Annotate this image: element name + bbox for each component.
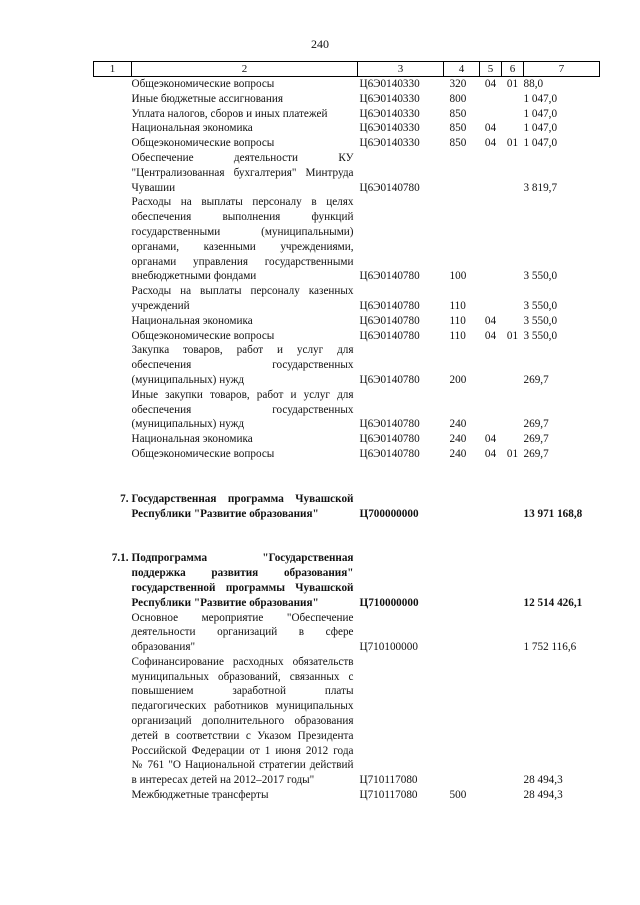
header-col-2: 2 <box>132 62 358 77</box>
row-subsection <box>502 107 524 122</box>
row-name: Межбюджетные трансферты <box>131 789 269 802</box>
row-subsection <box>502 92 524 107</box>
row-name: Обеспечение деятельности КУ "Централизованная бухгалтерия" Минтруда Чувашии <box>131 151 354 194</box>
header-col-1: 1 <box>94 62 132 77</box>
row-target-code: Ц6Э0140780 <box>359 181 420 194</box>
header-col-6: 6 <box>502 62 524 77</box>
row-expense-type: 200 <box>449 373 467 386</box>
row-subsection <box>502 432 524 447</box>
row-name: Общеэкономические вопросы <box>131 447 275 460</box>
row-section <box>480 388 502 432</box>
row-number <box>94 136 132 151</box>
row-section <box>480 343 502 387</box>
row-target-code: Ц6Э0140330 <box>359 122 420 135</box>
row-name: Софинансирование расходных обязательств муниципальных образований, связанных с повышением заработной платы педагогических работников муниципальных организаций дополнительного образования детей в соответствии с Указом Президента Российской Федерации от 1 июня 2012 года № 761 "О Национальной стратегии действий в интересах детей на 2012–2017 годы" <box>131 655 354 787</box>
row-subsection <box>502 121 524 136</box>
table-row <box>94 195 600 284</box>
row-target-code: Ц6Э0140330 <box>359 137 420 150</box>
row-target-code: Ц6Э0140780 <box>359 418 420 431</box>
row-subsection <box>502 521 524 610</box>
row-expense-type: 100 <box>449 270 467 283</box>
row-target-code: Ц6Э0140780 <box>359 433 420 446</box>
row-amount: 3 550,0 <box>523 299 558 312</box>
row-section <box>480 107 502 122</box>
row-subsection <box>502 284 524 314</box>
row-amount: 12 514 426,1 <box>523 596 583 609</box>
row-target-code: Ц6Э0140780 <box>359 373 420 386</box>
row-number <box>94 788 132 803</box>
row-number <box>94 388 132 432</box>
row-amount: 3 819,7 <box>523 181 558 194</box>
row-subsection <box>502 195 524 284</box>
row-target-code: Ц710117080 <box>359 774 418 787</box>
row-amount: 1 047,0 <box>523 137 558 150</box>
row-name: Общеэкономические вопросы <box>131 329 275 342</box>
row-subsection: 01 <box>506 78 519 90</box>
row-name: Общеэкономические вопросы <box>131 78 275 90</box>
row-section: 04 <box>484 78 497 90</box>
row-number <box>94 284 132 314</box>
row-section: 04 <box>484 122 497 135</box>
row-amount: 1 047,0 <box>523 92 558 105</box>
table-row <box>94 611 600 655</box>
row-target-code: Ц6Э0140330 <box>359 92 420 105</box>
row-number <box>94 314 132 329</box>
row-target-code: Ц710100000 <box>359 641 418 654</box>
row-name: Национальная экономика <box>131 314 253 327</box>
row-expense-type: 850 <box>449 107 467 120</box>
table-row <box>94 462 600 522</box>
table-row <box>94 284 600 314</box>
row-amount: 269,7 <box>523 373 549 386</box>
table-row <box>94 432 600 447</box>
row-section <box>480 611 502 655</box>
row-number <box>94 151 132 195</box>
row-name: Подпрограмма "Государственная поддержка развития образования" государственной программы Чувашской Республики "Развитие образования" <box>131 552 354 609</box>
row-amount: 3 550,0 <box>523 270 558 283</box>
row-expense-type <box>444 611 480 655</box>
page-number: 240 <box>311 37 329 51</box>
row-name: Иные закупки товаров, работ и услуг для обеспечения государственных (муниципальных) нужд <box>131 388 354 431</box>
row-section <box>480 655 502 788</box>
row-amount: 28 494,3 <box>523 789 563 802</box>
table-row <box>94 788 600 803</box>
row-expense-type: 500 <box>449 789 467 802</box>
row-amount: 1 752 116,6 <box>523 641 577 654</box>
row-expense-type <box>444 655 480 788</box>
row-number <box>94 655 132 788</box>
table-row <box>94 388 600 432</box>
row-name: Расходы на выплаты персоналу в целях обеспечения выполнения функций государственными (муниципальными) органами, казенными учреждениями, органами управления государственными внебюджетными фондами <box>131 196 354 283</box>
row-target-code: Ц700000000 <box>359 507 419 520</box>
row-section <box>480 92 502 107</box>
header-col-5: 5 <box>480 62 502 77</box>
row-number <box>94 77 132 92</box>
table-row <box>94 121 600 136</box>
row-subsection <box>502 343 524 387</box>
table-row <box>94 655 600 788</box>
row-section <box>480 462 502 522</box>
row-expense-type: 320 <box>449 78 467 90</box>
row-number <box>94 121 132 136</box>
row-name: Уплата налогов, сборов и иных платежей <box>131 107 328 120</box>
budget-table <box>93 61 600 803</box>
row-subsection <box>502 462 524 522</box>
row-number <box>94 447 132 462</box>
row-subsection <box>502 655 524 788</box>
row-target-code: Ц6Э0140780 <box>359 299 420 312</box>
row-amount: 1 047,0 <box>523 107 558 120</box>
row-subsection <box>502 314 524 329</box>
table-row <box>94 107 600 122</box>
row-expense-type: 240 <box>449 433 467 446</box>
row-name: Расходы на выплаты персоналу казенных учреждений <box>131 285 354 312</box>
row-number <box>94 329 132 344</box>
row-amount: 3 550,0 <box>523 329 558 342</box>
header-col-7: 7 <box>524 62 600 77</box>
table-row <box>94 343 600 387</box>
row-expense-type: 800 <box>449 92 467 105</box>
row-section: 04 <box>484 447 497 460</box>
table-body <box>94 77 600 803</box>
row-expense-type: 110 <box>449 299 466 312</box>
row-name: Государственная программа Чувашской Республики "Развитие образования" <box>131 492 354 520</box>
row-number <box>94 195 132 284</box>
table-row <box>94 92 600 107</box>
row-number <box>94 432 132 447</box>
row-subsection <box>502 151 524 195</box>
table-row <box>94 151 600 195</box>
row-expense-type <box>444 462 480 522</box>
row-amount: 269,7 <box>523 418 549 431</box>
row-subsection <box>502 388 524 432</box>
table-row <box>94 136 600 151</box>
row-section <box>480 195 502 284</box>
row-number <box>94 92 132 107</box>
row-subsection: 01 <box>506 447 519 460</box>
row-number: 7.1. <box>111 552 129 565</box>
row-name: Закупка товаров, работ и услуг для обеспечения государственных (муниципальных) нужд <box>131 344 354 386</box>
row-amount: 269,7 <box>523 433 549 446</box>
row-amount: 269,7 <box>523 447 549 460</box>
row-subsection: 01 <box>506 329 519 342</box>
row-amount: 3 550,0 <box>523 314 558 327</box>
row-number <box>94 343 132 387</box>
row-target-code: Ц710117080 <box>359 789 418 802</box>
row-target-code: Ц6Э0140330 <box>359 78 420 90</box>
row-amount: 88,0 <box>523 78 544 90</box>
row-name: Национальная экономика <box>131 122 253 135</box>
table-header <box>94 62 600 77</box>
row-expense-type: 850 <box>449 122 467 135</box>
row-number <box>94 107 132 122</box>
row-expense-type <box>444 151 480 195</box>
row-target-code: Ц6Э0140780 <box>359 447 420 460</box>
row-expense-type: 850 <box>449 137 467 150</box>
row-expense-type: 110 <box>449 314 466 327</box>
row-subsection: 01 <box>506 137 519 150</box>
row-target-code: Ц6Э0140330 <box>359 107 420 120</box>
row-target-code: Ц710000000 <box>359 596 419 609</box>
row-name: Основное мероприятие "Обеспечение деятельности организаций в сфере образования" <box>131 611 354 654</box>
row-section: 04 <box>484 314 497 327</box>
row-target-code: Ц6Э0140780 <box>359 314 420 327</box>
row-section <box>480 521 502 610</box>
table-row <box>94 521 600 610</box>
row-section: 04 <box>484 137 497 150</box>
row-target-code: Ц6Э0140780 <box>359 270 420 283</box>
row-amount: 13 971 168,8 <box>523 507 583 520</box>
row-name: Национальная экономика <box>131 433 253 446</box>
row-expense-type: 240 <box>449 418 467 431</box>
row-amount: 1 047,0 <box>523 122 558 135</box>
row-section: 04 <box>484 433 497 446</box>
row-section: 04 <box>484 329 497 342</box>
row-expense-type: 110 <box>449 329 466 342</box>
table-row <box>94 77 600 92</box>
header-col-4: 4 <box>444 62 480 77</box>
table-row <box>94 314 600 329</box>
row-expense-type <box>444 521 480 610</box>
row-expense-type: 240 <box>449 447 467 460</box>
row-subsection <box>502 788 524 803</box>
row-section <box>480 284 502 314</box>
row-name: Общеэкономические вопросы <box>131 137 275 150</box>
row-section <box>480 788 502 803</box>
row-number: 7. <box>120 492 129 505</box>
row-name: Иные бюджетные ассигнования <box>131 92 283 105</box>
row-target-code: Ц6Э0140780 <box>359 329 420 342</box>
row-number <box>94 611 132 655</box>
table-row <box>94 329 600 344</box>
row-subsection <box>502 611 524 655</box>
table-row <box>94 447 600 462</box>
row-section <box>480 151 502 195</box>
header-col-3: 3 <box>358 62 444 77</box>
row-amount: 28 494,3 <box>523 774 563 787</box>
